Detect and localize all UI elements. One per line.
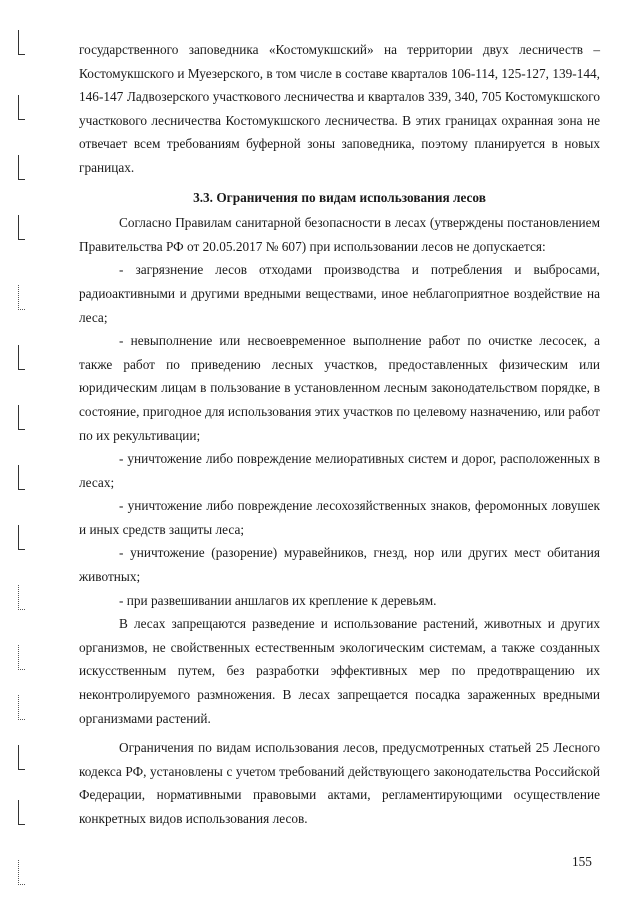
paragraph-prohibition: В лесах запрещаются разведение и использование растений, животных и других организмов, не свойственных естественным экологическим системам, а также созданных искусственным путем, без разработки эффективных мер по предотвращению их неконтролируемого размножения. В лесах запрещается посадка зараженных вредными организмами растений. xyxy=(79,616,600,726)
binding-mark xyxy=(18,695,25,720)
binding-mark xyxy=(18,745,25,770)
binding-mark xyxy=(18,95,25,120)
binding-mark xyxy=(18,525,25,550)
list-item: - уничтожение (разорение) муравейников, гнезд, нор или других мест обитания животных; xyxy=(79,545,600,585)
document-body xyxy=(79,38,600,831)
binding-mark xyxy=(18,405,25,430)
binding-mark xyxy=(18,585,25,610)
paragraph-continuation: государственного заповедника «Костомукшский» на территории двух лесничеств – Костомукшского и Муезерского, в том числе в составе кварталов 106-114, 125-127, 139-144, 146-147 Ладвозерского участкового лесничества и кварталов 339, 340, 705 Костомукшского участкового лесничества Костомукшского лесничества. В этих границах охранная зона не отвечает всем требованиям буферной зоны заповедника, поэтому планируется в новых границах. xyxy=(79,42,600,175)
binding-mark xyxy=(18,465,25,490)
binding-mark xyxy=(18,155,25,180)
list-item: - уничтожение либо повреждение мелиоративных систем и дорог, расположенных в лесах; xyxy=(79,451,600,490)
binding-mark xyxy=(18,285,25,310)
binding-mark xyxy=(18,645,25,670)
binding-mark xyxy=(18,30,25,55)
paragraph-restrictions: Ограничения по видам использования лесов, предусмотренных статьей 25 Лесного кодекса РФ, установлены с учетом требований действующего законодательства Российской Федерации, нормативными правовыми актами, регламентирующими осуществление конкретных видов использования лесов. xyxy=(79,740,600,826)
list-item: - загрязнение лесов отходами производства и потребления и выбросами, радиоактивными и другими вредными веществами, иное неблагоприятное воздействие на леса; xyxy=(79,262,600,325)
page-number: 155 xyxy=(572,854,592,869)
binding-mark xyxy=(18,215,25,240)
binding-mark xyxy=(18,345,25,370)
list-item: - невыполнение или несвоевременное выполнение работ по очистке лесосек, а также работ по приведению лесных участков, предоставленных физическим или юридическим лицам в пользование в установленном лесным законодательством порядке, в состояние, пригодное для использования этих участков по целевому назначению, или работ по их рекультивации; xyxy=(79,333,600,443)
section-heading: 3.3. Ограничения по видам использования лесов xyxy=(193,189,486,205)
list-item: - уничтожение либо повреждение лесохозяйственных знаков, феромонных ловушек и иных средств защиты леса; xyxy=(79,498,600,537)
binding-mark xyxy=(18,800,25,825)
list-item: - при развешивании аншлагов их крепление к деревьям. xyxy=(119,592,437,608)
paragraph-intro: Согласно Правилам санитарной безопасности в лесах (утверждены постановлением Правительства РФ от 20.05.2017 № 607) при использовании лесов не допускается: xyxy=(79,215,600,254)
binding-mark xyxy=(18,860,25,885)
